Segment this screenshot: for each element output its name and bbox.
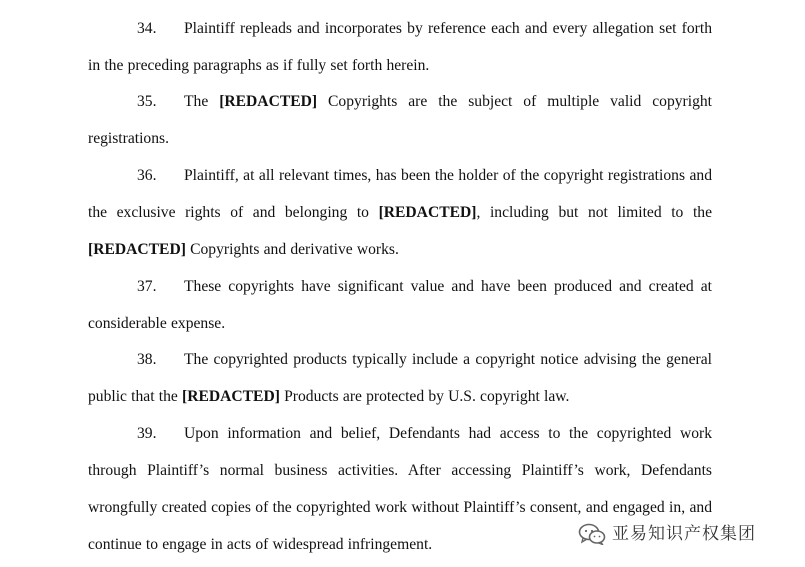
paragraph-text-mid: , including but not limited to the [476,204,712,221]
paragraph-36 [88,157,712,268]
paragraph-35 [88,83,712,157]
paragraph-text: Upon information and belief, Defendants had access to the copyrighted work through Plaintiff’s normal business activities. After accessing Plaintiff’s work, Defendants wrongfully created copies of the copyrighted work without Plaintiff’s consent, and engaged in, and continue to engage in acts of widespread infringement. [88,425,712,553]
paragraph-text-post: Products are protected by U.S. copyright law. [279,388,570,405]
paragraph-number: 34. [137,20,157,37]
paragraph-number: 37. [137,278,157,295]
paragraph-number: 39. [137,425,157,442]
paragraph-text-post: Copyrights and derivative works. [185,241,399,258]
paragraph-34 [88,10,712,84]
redacted-text: [REDACTED] [219,93,318,110]
watermark-text: 亚易知识产权集团 [612,523,756,544]
paragraph-number: 35. [137,93,157,110]
redacted-text: [REDACTED] [182,388,280,405]
paragraph-text-post: Copyrights are the subject of multiple valid copyright registrations. [88,93,713,147]
paragraph-37 [88,268,712,342]
paragraph-38 [88,341,712,415]
wechat-icon [578,523,606,545]
redacted-text: [REDACTED] [378,204,477,221]
paragraph-text: These copyrights have significant value and have been produced and created at considerable expense. [88,278,712,332]
paragraph-text: Plaintiff repleads and incorporates by reference each and every allegation set forth in the preceding paragraphs as if fully set forth herein. [88,20,712,74]
redacted-text: [REDACTED] [88,241,186,258]
paragraph-text-pre: The copyrighted products typically include a copyright notice advising the general public that the [88,351,712,405]
watermark [578,520,756,548]
paragraph-text-pre: Plaintiff, at all relevant times, has been the holder of the copyright registrations and the exclusive rights of and belonging to [88,167,712,221]
paragraph-number: 38. [137,351,157,368]
paragraph-text-pre: The [184,93,220,110]
paragraph-number: 36. [137,167,157,184]
